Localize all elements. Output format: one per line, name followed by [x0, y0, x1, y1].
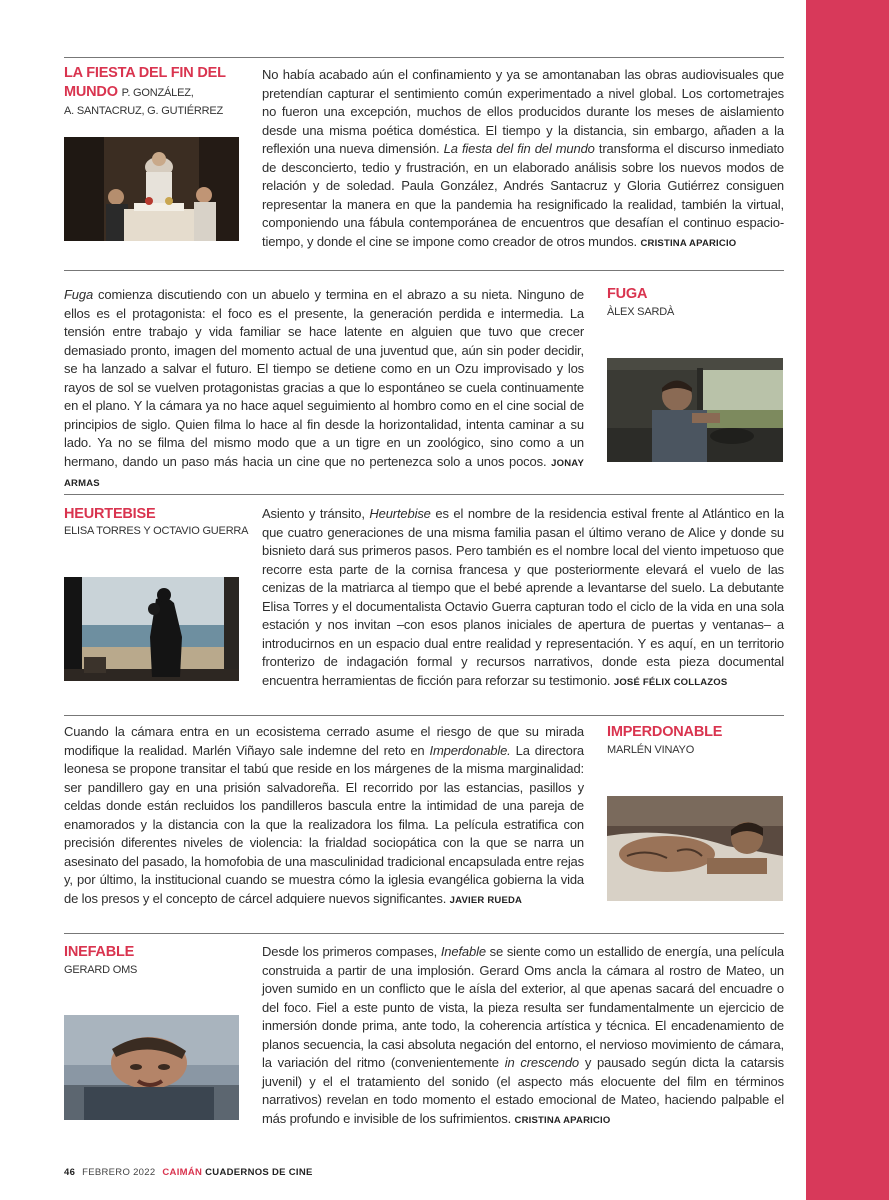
review-body-inefable — [262, 943, 784, 1130]
issue-date: FEBRERO 2022 — [82, 1167, 156, 1178]
director-name: ELISA TORRES Y OCTAVIO GUERRA — [64, 525, 249, 537]
director-name: MARLÉN VINAYO — [607, 744, 695, 756]
body-text: comienza discutiendo con un abuelo y termina en el abrazo a su nieta. Ninguno de ellos es el protagonista: el foco es el presente, la generación perdida e intermedia. La tensión entre trabajo y vida familiar se hace latente en alguien que tuvo que crecer demasiado pronto, imagen del momento actual de una juventud que, aún sin poder decidir, se ha lanzado a salvar el futuro. El tiempo se detiene como en un Ozu improvisado y los rayos de sol se vuelven protagonistas gracias a que lo espontáneo se cuela continuamente en el plano. Y la cámara ya no hace aquel seguimiento al hombro como en el cine social de principios de siglo. Quien filma lo hace al fin desde la horizontalidad, intenta caminar a su lado. Ya no se filma del mismo modo que a un tigre en un zoológico, sino como a un hermano, dando un paso más hacia un cine que no pertenezca solo a unos pocos. — [64, 287, 584, 469]
review-body-fiesta — [262, 66, 784, 253]
magazine-subtitle: CUADERNOS DE CINE — [205, 1167, 313, 1178]
section-divider — [64, 715, 784, 716]
section-divider — [64, 494, 784, 495]
page-number: 46 — [64, 1167, 76, 1178]
review-title-fiesta — [64, 64, 254, 103]
author-byline: JONAY ARMAS — [64, 457, 584, 490]
title-line: LA FIESTA DEL FIN DEL — [64, 65, 226, 81]
title-line: MUNDO — [64, 84, 118, 100]
film-still-imperdonable — [607, 796, 783, 901]
director-name: P. GONZÁLEZ, — [121, 87, 194, 99]
body-text: se siente como un estallido de energía, una película construida a partir de una implosión. Gerard Oms ancla la cámara al rostro de Mateo, un joven sumido en un conflicto que le aísla del exterior, al que apenas sacará del encuadre o del foco. Fiel a este punto de vista, la pieza resulta ser fundamentalmente un ejercicio de inmersión donde prima, ante todo, la coherencia artística y técnica. El encadenamiento de planos secuencia, la casi absoluta negación del entorno, el nervioso movimiento de cámara, la variación del ritmo (convenientemente — [262, 944, 784, 1071]
review-body-heurtebise — [262, 505, 784, 692]
body-text: Asiento y tránsito, — [262, 506, 370, 521]
body-text: Desde los primeros compases, — [262, 944, 441, 959]
page-footer — [64, 1167, 313, 1178]
review-body-fuga — [64, 286, 584, 494]
film-title-italic: Imperdonable. — [429, 742, 511, 758]
director-name: GERARD OMS — [64, 964, 138, 976]
red-side-band — [806, 0, 889, 1200]
review-title-fuga: FUGA — [607, 286, 648, 302]
author-byline: JAVIER RUEDA — [449, 894, 523, 906]
body-text: transforma el discurso inmediato de desconcierto, tedio y frustración, en un elaborado análisis sobre los nuevos modos de relación y de soledad. Paula González, Andrés Santacruz y Gloria Gutiérrez consiguen representar la manera en que la pandemia ha resignificado la realidad, también la virtual, componiendo una fábula contemporánea de encuentros que desafían el continuo espacio-tiempo, y donde el cine se impone como creador de otros mundos. — [262, 141, 785, 249]
film-still-fiesta — [64, 137, 239, 241]
director-name: ÀLEX SARDÀ — [607, 306, 675, 318]
film-still-fuga — [607, 358, 783, 462]
film-title-italic: Heurtebise — [369, 506, 431, 521]
italic-phrase: in crescendo — [504, 1055, 580, 1071]
body-text: y pausado según dicta la catarsis juvenil) y el el tratamiento del sonido (el aspecto más elocuente del film en términos narrativos) revelan en todo momento el estado emocional de Mateo, haciendo palpable el más profundo e invisible de los sufrimientos. — [262, 1055, 785, 1126]
review-title-heurtebise: HEURTEBISE — [64, 506, 156, 522]
section-divider — [64, 57, 784, 58]
section-divider — [64, 270, 784, 271]
section-divider — [64, 933, 784, 934]
body-text: La directora leonesa se propone transitar el tabú que reside en los márgenes de la misma marginalidad: ser pandillero gay en una prisión salvadoreña. El recorrido por las estancias, pasillos y celdas donde están recluidos los pandilleros bascula entre la intimidad de una pareja de enamorados y la distancia con la que la realizadora los filma. La película estratifica con precisión diferentes niveles de violencia: la frialdad sociopática con la que se narra un asesinato del pasado, la homofobia de una masculinidad tradicional encapsulada entre rejas y, por último, la institucional cuando se muestra cómo la iglesia evangélica gobierna la vida de los presos y el concepto de cárcel adquiere nuevos significantes. — [64, 742, 584, 906]
film-title-italic: Inefable — [440, 944, 486, 959]
film-title-italic: La fiesta del fin del mundo — [443, 141, 595, 157]
magazine-brand: CAIMÁN — [162, 1167, 203, 1178]
film-still-heurtebise — [64, 577, 239, 681]
review-title-imperdonable: IMPERDONABLE — [607, 724, 723, 740]
body-text: Cuando la cámara entra en un ecosistema cerrado asume el riesgo de que su mirada modifique la realidad. Marlén Viñayo sale indemne del reto en — [64, 724, 584, 758]
body-text: es el nombre de la residencia estival frente al Atlántico en la que cuatro generaciones de una misma familia pasan el último verano de Alice y donde su bisnieto dará sus primeros pasos. Pero también es el nombre local del viento impetuoso que recorre esta parte de la cornisa francesa y que posteriormente elevará el vuelo de las cenizas de la matriarca al tiempo que el bebé aprende a levantarse del suelo. La debutante Elisa Torres y el documentalista Octavio Guerra capturan todo el ciclo de la vida en una sola estación y nos invitan –con esos planos iniciales de apertura de puertas y ventanas– a introducirnos en un espacio dual entre realidad y representación. Y es aquí, en un territorio fronterizo de indagación formal y recursos narrativos, donde esta pieza documental encuentra herramientas de ficción para reforzar su testimonio. — [262, 506, 784, 688]
film-still-inefable — [64, 1015, 239, 1120]
film-title-italic: Fuga — [64, 287, 94, 302]
review-body-imperdonable — [64, 723, 584, 910]
author-byline: JOSÉ FÉLIX COLLAZOS — [613, 676, 728, 688]
author-byline: CRISTINA APARICIO — [514, 1114, 611, 1126]
body-text: No había acabado aún el confinamiento y ya se amontanaban las obras audiovisuales que pretendían capturar el sentimiento común experimentado a nivel global. Los cortometrajes no fueron una excepción, muchos de ellos producidos durante los meses de aislamiento desde una misma poética doméstica. El tiempo y la distancia, sin embargo, añaden a la reflexión una nueva dimensión. — [262, 67, 784, 157]
author-byline: CRISTINA APARICIO — [640, 237, 737, 249]
review-title-inefable: INEFABLE — [64, 944, 135, 960]
director-name: A. SANTACRUZ, G. GUTIÉRREZ — [64, 105, 223, 117]
